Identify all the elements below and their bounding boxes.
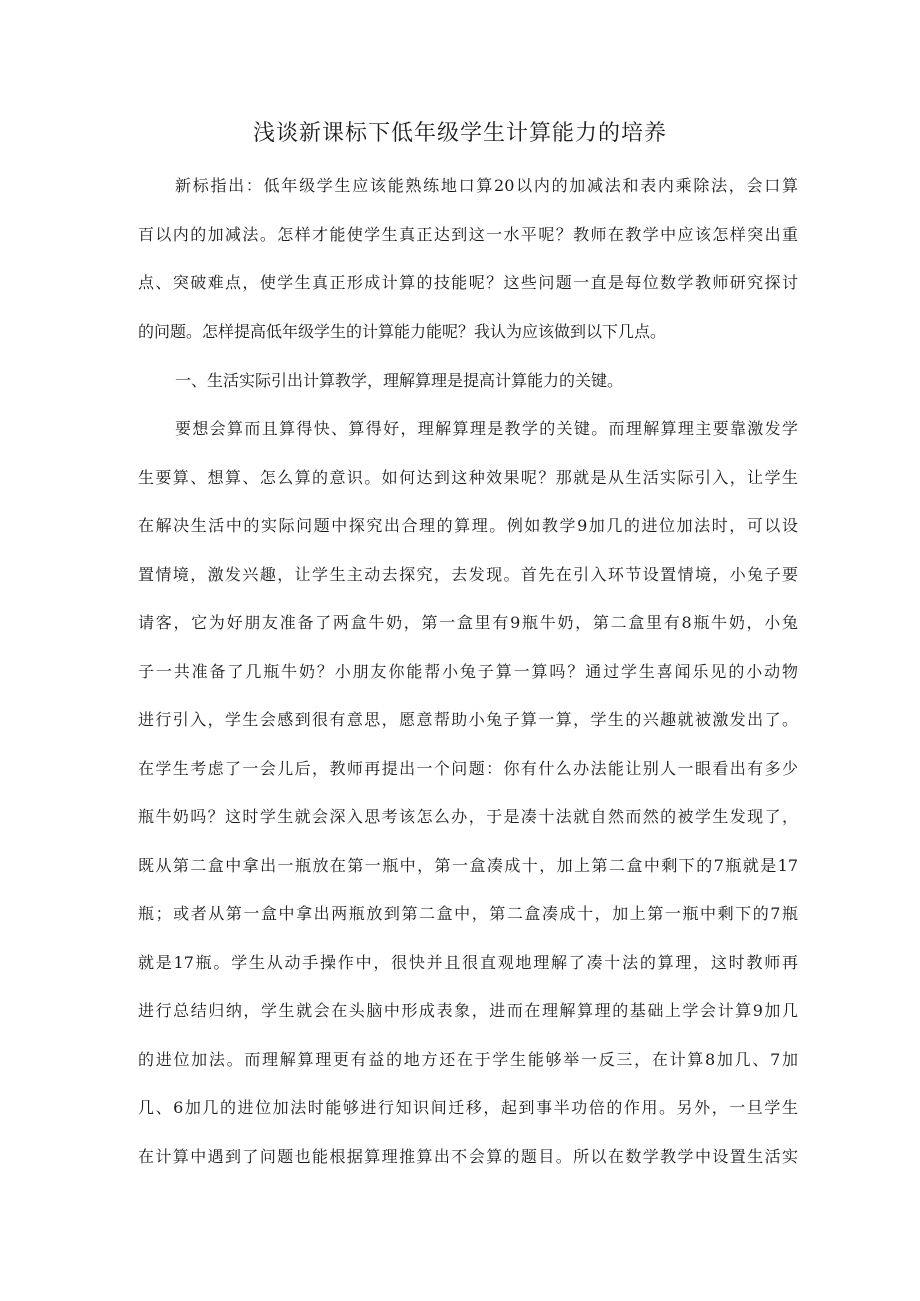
- paragraph-line: 子一共准备了几瓶牛奶？小朋友你能帮小兔子算一算吗？通过学生喜闻乐见的小动物: [138, 662, 798, 681]
- paragraph-line: 请客，它为好朋友准备了两盒牛奶，第一盒里有9瓶牛奶，第二盒里有8瓶牛奶，小兔: [138, 613, 798, 632]
- paragraph-line: 进行总结归纳，学生就会在头脑中形成表象，进而在理解算理的基础上学会计算9加几: [138, 1001, 798, 1020]
- paragraph-line: 生要算、想算、怎么算的意识。如何达到这种效果呢？那就是从生活实际引入，让学生: [138, 468, 798, 487]
- paragraph-line: 新标指出：低年级学生应该能熟练地口算20以内的加减法和表内乘除法，会口算: [175, 176, 798, 195]
- paragraph-line: 既从第二盒中拿出一瓶放在第一瓶中，第一盒凑成十，加上第二盒中剩下的7瓶就是17: [138, 856, 798, 875]
- paragraph-line: 置情境，激发兴趣，让学生主动去探究，去发现。首先在引入环节设置情境，小兔子要: [138, 565, 798, 584]
- paragraph-line: 要想会算而且算得快、算得好，理解算理是教学的关键。而理解算理主要靠激发学: [175, 419, 798, 438]
- paragraph-line: 百以内的加减法。怎样才能使学生真正达到这一水平呢？教师在教学中应该怎样突出重: [138, 225, 798, 244]
- paragraph-line: 瓶牛奶吗？这时学生就会深入思考该怎么办，于是凑十法就自然而然的被学生发现了，: [138, 807, 798, 826]
- paragraph-line: 几、6加几的进位加法时能够进行知识间迁移，起到事半功倍的作用。另外，一旦学生: [138, 1098, 798, 1117]
- paragraph-line: 在计算中遇到了问题也能根据算理推算出不会算的题目。所以在数学教学中设置生活实: [138, 1147, 798, 1166]
- paragraph-line: 在学生考虑了一会儿后，教师再提出一个问题：你有什么办法能让别人一眼看出有多少: [138, 759, 798, 778]
- paragraph-line: 进行引入，学生会感到很有意思，愿意帮助小兔子算一算，学生的兴趣就被激发出了。: [138, 710, 798, 729]
- paragraph-line: 的问题。怎样提高低年级学生的计算能力能呢？我认为应该做到以下几点。: [138, 322, 667, 341]
- section-heading: 一、生活实际引出计算教学，理解算理是提高计算能力的关键。: [175, 371, 624, 390]
- paragraph-line: 的进位加法。而理解算理更有益的地方还在于学生能够举一反三，在计算8加几、7加: [138, 1050, 798, 1069]
- document-title: 浅谈新课标下低年级学生计算能力的培养: [252, 121, 667, 146]
- paragraph-line: 就是17瓶。学生从动手操作中，很快并且很直观地理解了凑十法的算理，这时教师再: [138, 953, 798, 972]
- paragraph-line: 在解决生活中的实际问题中探究出合理的算理。例如教学9加几的进位加法时，可以设: [138, 516, 798, 535]
- paragraph-line: 点、突破难点，使学生真正形成计算的技能呢？这些问题一直是每位数学教师研究探讨: [138, 273, 798, 292]
- paragraph-line: 瓶；或者从第一盒中拿出两瓶放到第二盒中，第二盒凑成十，加上第一瓶中剩下的7瓶: [138, 904, 798, 923]
